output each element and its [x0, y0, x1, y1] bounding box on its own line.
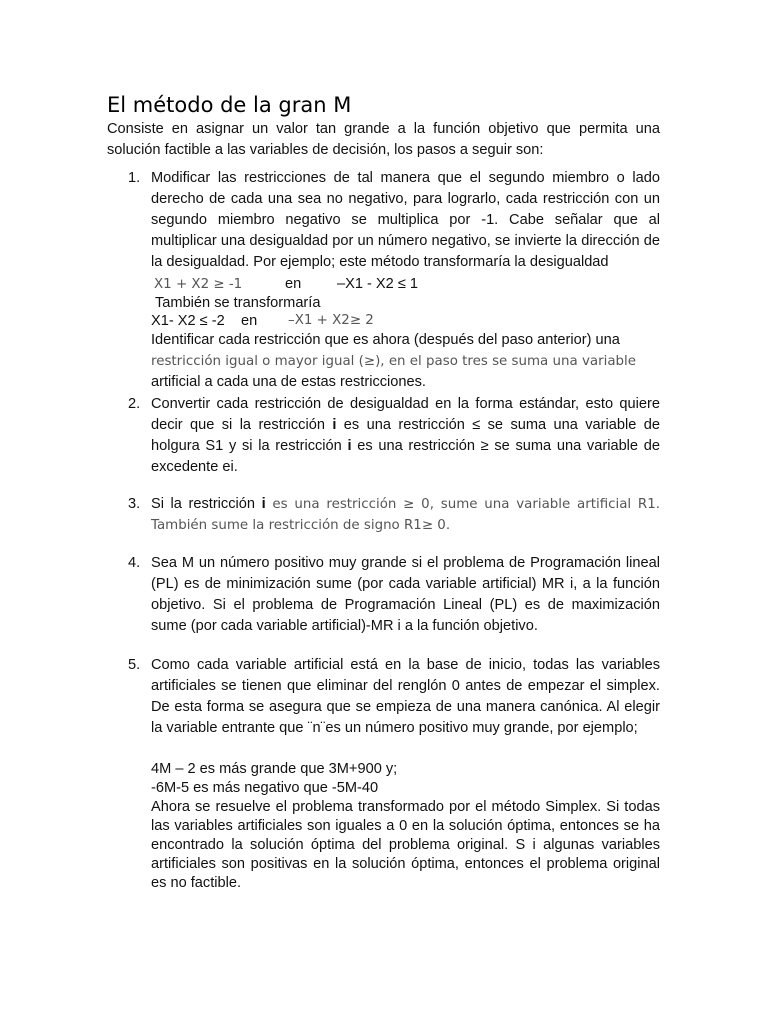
example-1-mid: en [285, 276, 302, 292]
item-number: 3. [128, 496, 141, 512]
item-2-text-a: Convertir cada restricción de desigualdad en la forma estándar, esto quiere decir que si la restricción [151, 396, 660, 433]
item-2-bold-i: i [347, 438, 352, 454]
item-body [151, 394, 660, 478]
item-3-text-a: Si la restricción [151, 496, 262, 512]
item-body [151, 655, 660, 893]
item-3-bold-i: i [261, 496, 266, 512]
example-1-right: –X1 - X2 ≤ 1 [337, 276, 419, 292]
item-body [151, 168, 660, 393]
page-title: El método de la gran M [107, 93, 352, 117]
item-2-bold-i: i [332, 417, 337, 433]
item-1-paragraph: Modificar las restricciones de tal manera que el segundo miembro o lado derecho de cada una sea no negativo, para lograrlo, cada restricción con un segundo miembro negativo se multiplica por -1. Cabe señalar que al multiplicar una desigualdad por un número negativo, se invierte la dirección de la desigualdad. Por ejemplo; este método transformaría la desigualdad [151, 170, 660, 270]
item-1-line-b: restricción igual o mayor igual (≥), en el paso tres se suma una variable [151, 354, 636, 369]
item-1-line-a: Identificar cada restricción que es ahora (después del paso anterior) una [151, 332, 620, 348]
item-2-text-c: es una restricción ≥ se suma una variable de excedente ei. [151, 438, 660, 475]
item-5-paragraph-2: Ahora se resuelve el problema transformado por el método Simplex. Si todas las variables artificiales son iguales a 0 en la solución óptima, entonces se ha encontrado la solución óptima del problema original. S i algunas variables artificiales son positivas en la solución óptima, entonces el problema original es no factible. [151, 799, 660, 891]
list-item-1 [128, 168, 660, 393]
intro-paragraph: Consiste en asignar un valor tan grande a la función objetivo que permita una solución factible a las variables de decisión, los pasos a seguir son: [107, 121, 660, 158]
example-2-left: X1- X2 ≤ -2 [151, 313, 225, 329]
item-2-text-b: es una restricción ≤ se suma una variable de holgura S1 y si la restricción [151, 417, 660, 454]
item-number: 2. [128, 396, 141, 412]
list-item-4 [128, 553, 660, 637]
example-1-left: X1 + X2 ≥ -1 [154, 277, 243, 292]
example-1 [151, 274, 660, 294]
item-body: Sea M un número positivo muy grande si el problema de Programación lineal (PL) es de minimización sume (por cada variable artificial) MR i, a la función objetivo. Si el problema de Programación Lineal (PL) es de maximización sume (por cada variable artificial)-MR i a la función objetivo. [151, 555, 660, 634]
item-5-example-1: 4M – 2 es más grande que 3M+900 y; [151, 761, 398, 777]
list-item-5 [128, 655, 660, 893]
example-2-right: –X1 + X2≥ 2 [288, 313, 374, 328]
example-2-mid: en [241, 313, 258, 329]
item-number: 1. [128, 170, 141, 186]
item-5-example-2: -6M-5 es más negativo que -5M-40 [151, 780, 379, 796]
also-transform: También se transformaría [155, 295, 321, 311]
list-item-2 [128, 394, 660, 478]
item-5-paragraph: Como cada variable artificial está en la base de inicio, todas las variables artificiales se tienen que eliminar del renglón 0 antes de empezar el simplex. De esta forma se asegura que se empieza de una manera canónica. Al elegir la variable entrante que ¨n¨es un número positivo muy grande, por ejemplo; [151, 657, 660, 736]
item-3-text-b: es una restricción ≥ 0, sume una variable artificial R1. También sume la restricción de signo R1≥ 0. [151, 497, 661, 533]
item-1-line-c: artificial a cada una de estas restricciones. [151, 374, 426, 390]
example-2 [151, 312, 660, 330]
list-item-3 [128, 494, 660, 536]
item-number: 5. [128, 657, 141, 673]
item-number: 4. [128, 555, 141, 571]
item-body [151, 494, 660, 536]
